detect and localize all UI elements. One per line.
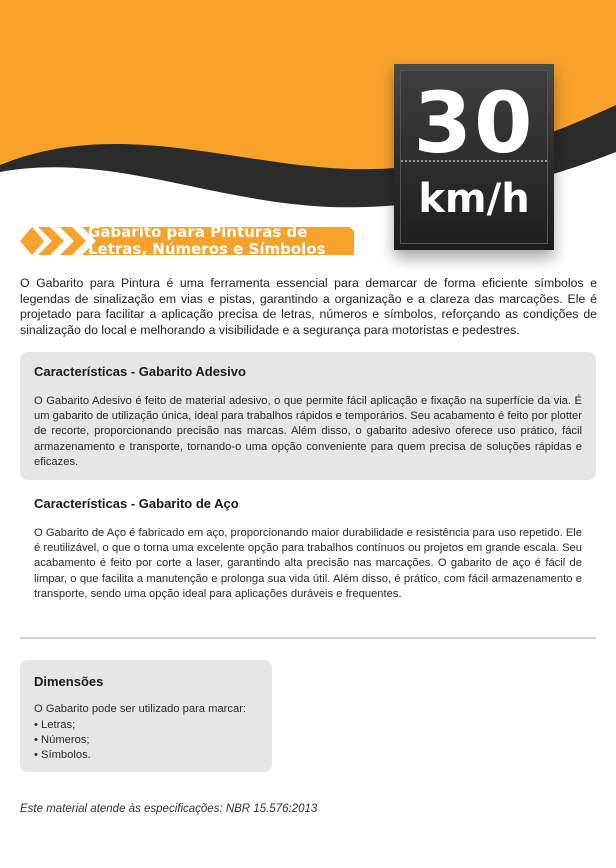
speed-limit-sign-image (394, 64, 554, 250)
sign-number: 30 (413, 74, 535, 172)
section-title-adhesive: Características - Gabarito Adesivo (34, 364, 246, 379)
adhesive-template-card (20, 352, 596, 480)
standards-note: Este material atende às especificações: NBR 15.576:2013 (20, 803, 318, 815)
dimensions-intro: O Gabarito pode ser utilizado para marcar: (34, 703, 247, 715)
list-item: • Números; (34, 733, 91, 748)
divider (20, 637, 596, 639)
dimensions-title: Dimensões (34, 674, 104, 689)
list-item: • Letras; (34, 718, 91, 733)
chevron-icon (20, 227, 44, 255)
section-body-steel: O Gabarito de Aço é fabricado em aço, proporcionando maior durabilidade e resistência para uso repetido. Ele é reutilizável, o que o torna uma excelente opção para trabalhos contínuos ou projetos em grande escala. Seu acabamento é feito por corte a laser, garantindo alta precisão nas marcações. O gabarito de aço é fácil de limpar, o que facilita a manutenção e prolonga sua vida útil. Além disso, é prático, com fácil armazenamento e transporte, sendo uma opção ideal para aplicações duráveis e frequentes. (34, 527, 582, 600)
sign-face (400, 70, 548, 244)
list-item: • Símbolos. (34, 748, 91, 763)
title-line-2: Letras, Números e Símbolos (88, 240, 326, 258)
title-line-1: Gabarito para Pinturas de (88, 223, 308, 241)
section-title-steel: Características - Gabarito de Aço (34, 496, 239, 511)
sign-unit: km/h (418, 176, 530, 222)
dimensions-card (20, 660, 272, 772)
page-title (88, 224, 358, 258)
dimensions-list (34, 718, 91, 764)
section-body-adhesive: O Gabarito Adesivo é feito de material adesivo, o que permite fácil aplicação e fixação na superfície da via. É um gabarito de utilização única, ideal para trabalhos rápidos e temporários. Seu acabamento é feito por plotter de recorte, proporcionando precisão nas marcas. Além disso, o gabarito adesivo oferece uso prático, fácil armazenamento e transporte, tornando-o uma opção conveniente para quem precisa de soluções rápidas e eficazes. (34, 395, 582, 468)
intro-paragraph: O Gabarito para Pintura é uma ferramenta essencial para demarcar de forma eficiente símbolos e legendas de sinalização em vias e pistas, garantindo a organização e a clareza das marcações. Ele é projetado para facilitar a aplicação precisa de letras, números e símbolos, reforçando as condições de sinalização do local e melhorando a visibilidade e a segurança para motoristas e pedestres. (20, 276, 597, 337)
